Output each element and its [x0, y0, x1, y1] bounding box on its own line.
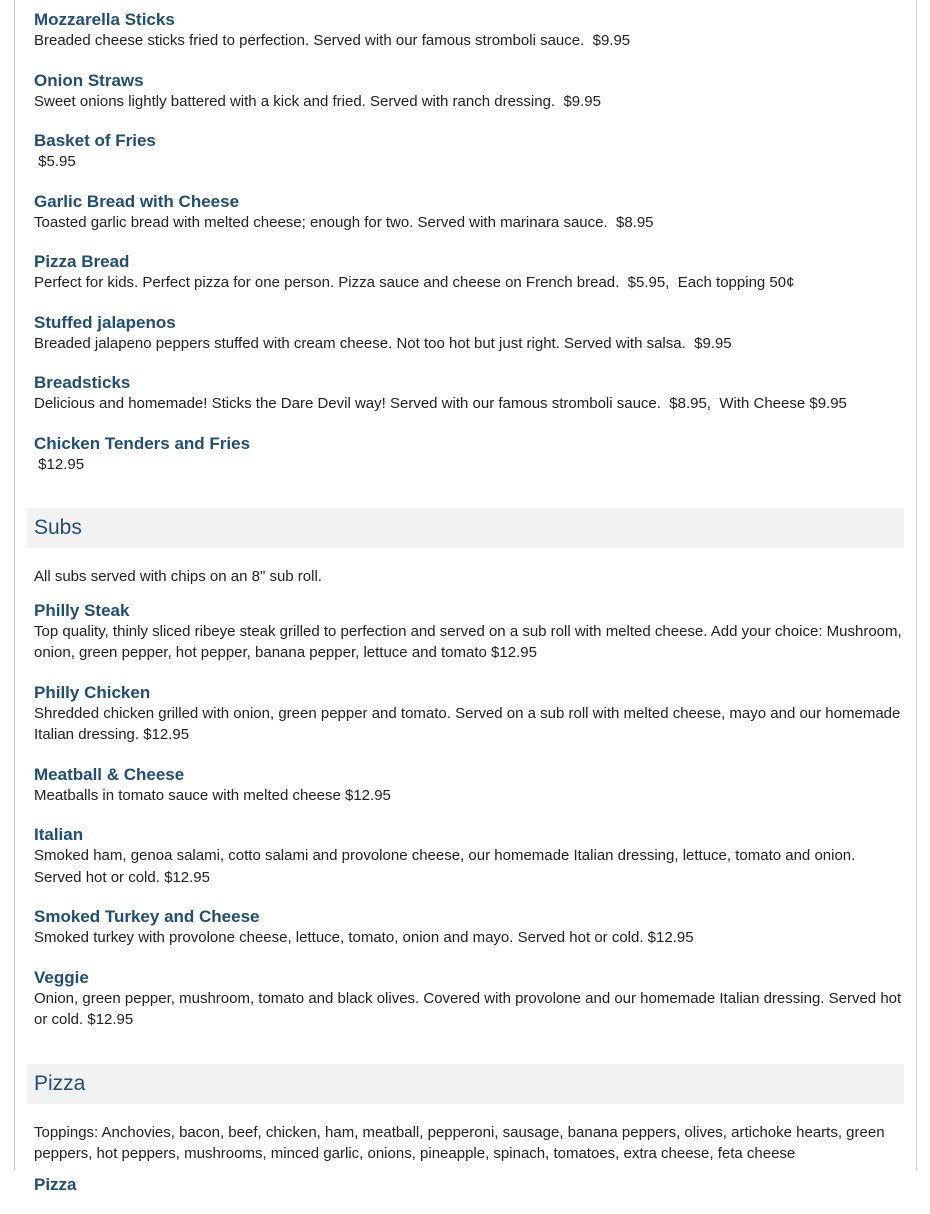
item-description: Sweet onions lightly battered with a kick and fried. Served with ranch dressing. $9.95 — [34, 92, 601, 110]
item-description: Top quality, thinly sliced ribeye steak grilled to perfection and served on a sub roll with melted cheese. Add your choice: Mushroom, onion, green pepper, hot pepper, banana pepper, lettuce and tomato $12.95 — [34, 622, 902, 661]
item-description: $5.95 — [34, 153, 76, 170]
item-description: Breaded cheese sticks fried to perfection. Served with our famous stromboli sauce. $9.95 — [34, 32, 631, 49]
item-description: Toasted garlic bread with melted cheese; enough for two. Served with marinara sauce. $8.95 — [34, 213, 654, 231]
item-name: Pizza — [34, 1174, 77, 1194]
item-description: Onion, green pepper, mushroom, tomato and black olives. Covered with provolone and our homemade Italian dressing. Served hot or cold. $12.95 — [34, 989, 902, 1028]
menu-item — [27, 601, 904, 664]
item-name: Onion Straws — [34, 70, 144, 90]
item-name: Veggie — [34, 967, 89, 987]
menu-item — [27, 192, 904, 234]
menu-item — [27, 10, 904, 52]
menu-item — [27, 968, 904, 1031]
menu-item — [27, 434, 904, 476]
item-description: Smoked turkey with provolone cheese, lettuce, tomato, onion and mayo. Served hot or cold. $12.95 — [34, 929, 694, 946]
item-name: Basket of Fries — [34, 131, 156, 150]
menu-item — [27, 907, 904, 949]
menu-item — [27, 313, 904, 355]
item-name: Meatball & Cheese — [34, 764, 185, 784]
item-name: Pizza Bread — [34, 252, 130, 271]
menu-item — [27, 252, 904, 294]
item-name: Mozzarella Sticks — [34, 10, 175, 29]
item-name: Philly Chicken — [34, 682, 151, 702]
item-description: Delicious and homemade! Sticks the Dare Devil way! Served with our famous stromboli sauce. $8.95, With Cheese $9.95 — [34, 395, 847, 412]
item-description: Perfect for kids. Perfect pizza for one person. Pizza sauce and cheese on French bread. $5.95, Each topping 50¢ — [34, 274, 795, 291]
item-name: Smoked Turkey and Cheese — [34, 907, 260, 926]
item-description: $12.95 — [34, 455, 85, 473]
menu-item — [27, 71, 904, 113]
menu-content — [27, 0, 904, 1214]
item-description: Smoked ham, genoa salami, cotto salami and provolone cheese, our homemade Italian dressing, lettuce, tomato and onion. Served hot or cold. $12.95 — [34, 847, 856, 886]
menu-item — [27, 373, 904, 415]
item-name: Chicken Tenders and Fries — [34, 433, 251, 453]
item-name: Garlic Bread with Cheese — [34, 191, 240, 211]
menu-item — [27, 765, 904, 807]
menu-item — [27, 825, 904, 888]
menu-page — [14, 0, 917, 1194]
menu-item — [27, 131, 904, 173]
item-description: Breaded jalapeno peppers stuffed with cream cheese. Not too hot but just right. Served with salsa. $9.95 — [34, 334, 732, 352]
item-name: Stuffed jalapenos — [34, 312, 176, 332]
section-note: Toppings: Anchovies, bacon, beef, chicken, ham, meatball, pepperoni, sausage, banana peppers, olives, artichoke hearts, green peppers, hot peppers, mushrooms, minced garlic, onions, pineapple, spinach, tomatoes, extra cheese, feta cheese — [34, 1123, 885, 1162]
item-name: Philly Steak — [34, 600, 130, 620]
item-name: Italian — [34, 825, 84, 844]
section-header-pizza: Pizza — [27, 1064, 904, 1104]
item-name: Breadsticks — [34, 373, 131, 392]
menu-item — [27, 683, 904, 746]
item-description: Meatballs in tomato sauce with melted cheese $12.95 — [34, 786, 391, 804]
item-description: Shredded chicken grilled with onion, green pepper and tomato. Served on a sub roll with melted cheese, mayo and our homemade Italian dressing. $12.95 — [34, 704, 901, 743]
section-header-subs: Subs — [27, 508, 904, 548]
section-note: All subs served with chips on an 8" sub roll. — [34, 568, 322, 585]
menu-item — [27, 1175, 904, 1195]
